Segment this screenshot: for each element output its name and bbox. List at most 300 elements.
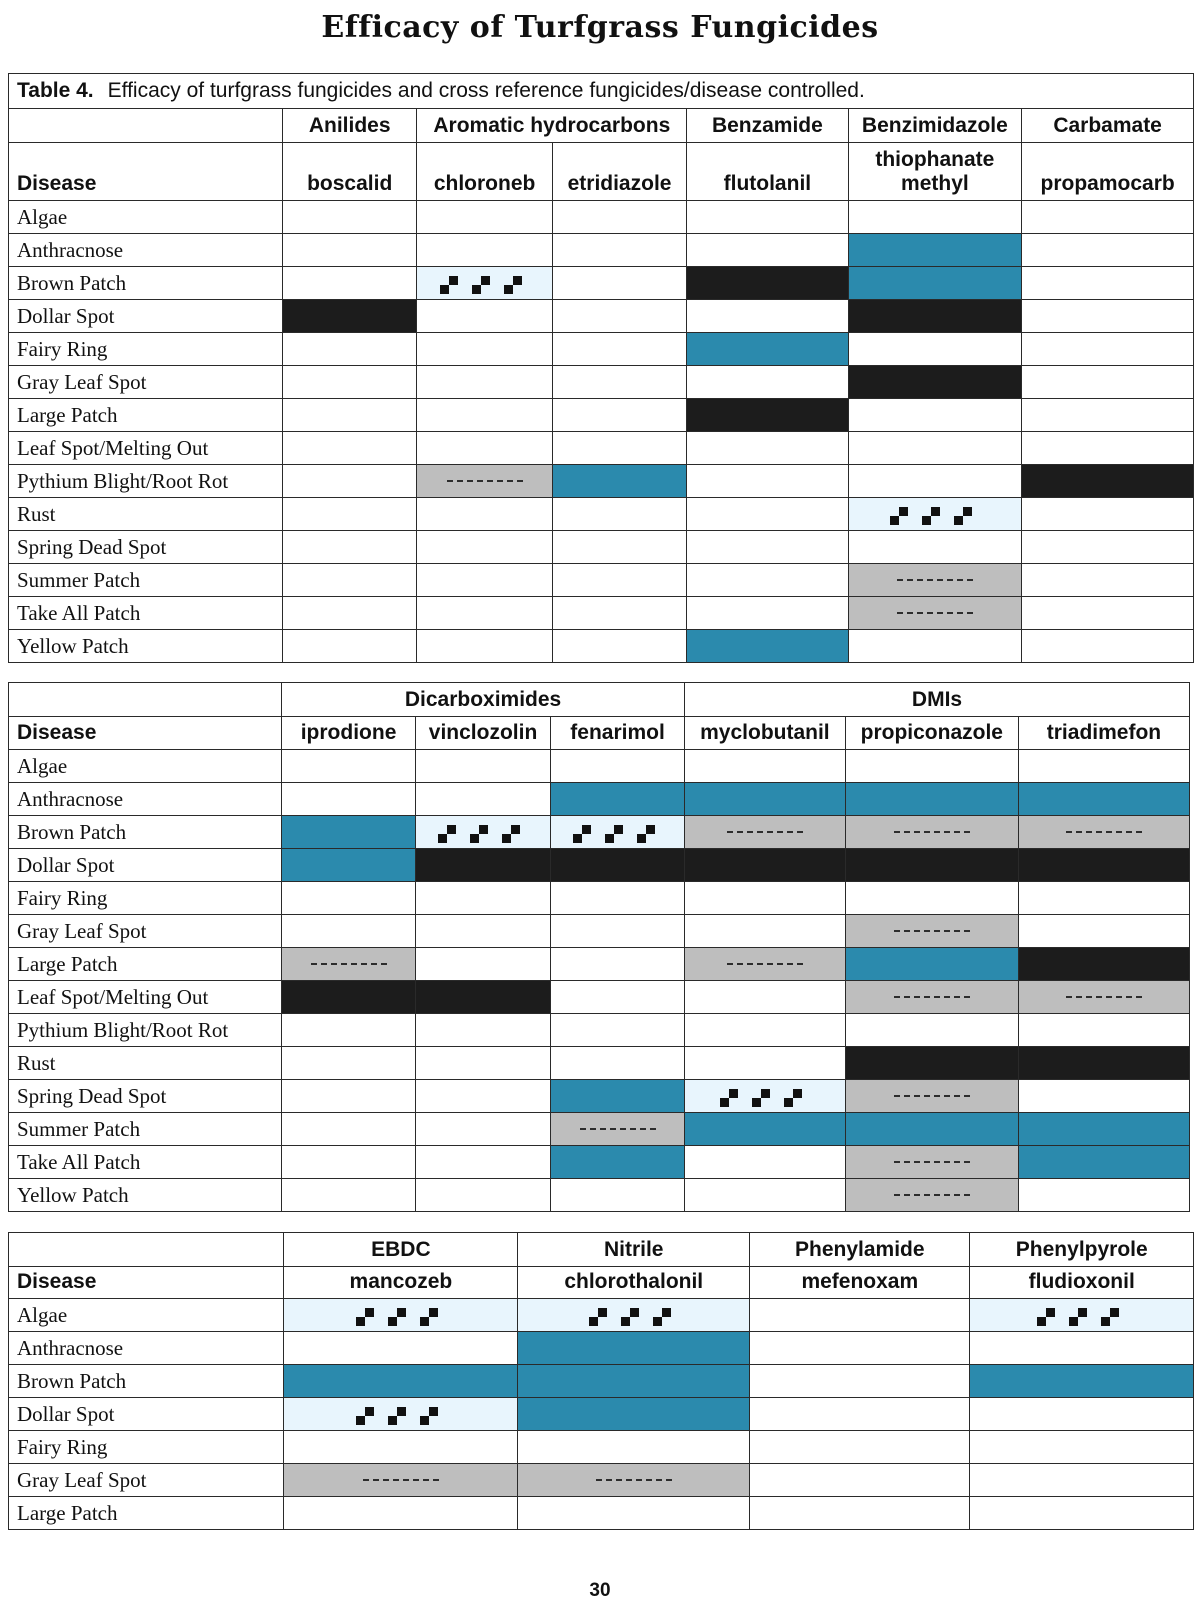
disease-name: Yellow Patch [9,1179,282,1212]
efficacy-cell [685,1014,846,1047]
dashed-line-icon [447,480,523,482]
efficacy-cell [552,564,686,597]
efficacy-cell [518,1365,750,1398]
table-caption [9,74,1194,109]
efficacy-cell [416,1146,551,1179]
efficacy-cell [970,1497,1194,1530]
efficacy-cell [845,1047,1018,1080]
dashed-line-icon [580,1128,656,1130]
efficacy-cell [1022,399,1194,432]
efficacy-cell [416,981,551,1014]
efficacy-table-3 [8,1232,1194,1530]
efficacy-cell [417,498,552,531]
efficacy-cell [282,366,416,399]
efficacy-cell [551,981,685,1014]
efficacy-cell [416,1113,551,1146]
disease-name: Large Patch [9,1497,284,1530]
efficacy-cell [282,531,416,564]
table-row [9,1299,1194,1332]
efficacy-cell [416,849,551,882]
efficacy-cell [848,201,1022,234]
fungicide-header: fludioxonil [970,1267,1194,1299]
efficacy-cell [417,234,552,267]
efficacy-cell [687,531,848,564]
efficacy-cell [848,465,1022,498]
table-row [9,531,1194,564]
table-row [9,1014,1190,1047]
table-row [9,948,1190,981]
efficacy-cell [1018,816,1189,849]
efficacy-cell [282,1047,416,1080]
disease-name: Gray Leaf Spot [9,1464,284,1497]
dashed-line-icon [1066,831,1142,833]
efficacy-cell [687,333,848,366]
disease-name: Algae [9,201,283,234]
efficacy-cell [685,849,846,882]
efficacy-cell [416,1179,551,1212]
disease-name: Spring Dead Spot [9,1080,282,1113]
fungicide-header-row [9,143,1194,201]
efficacy-cell [416,750,551,783]
fungicide-header: thiophanate methyl [848,143,1022,201]
fungicide-header: etridiazole [552,143,686,201]
table-row [9,816,1190,849]
checker-pattern-icon [356,1401,446,1423]
efficacy-cell [685,1113,846,1146]
efficacy-cell [282,981,416,1014]
fungicide-header: vinclozolin [416,717,551,750]
table-row [9,432,1194,465]
checker-pattern-icon [890,501,980,523]
efficacy-cell [416,1080,551,1113]
table-row [9,1365,1194,1398]
efficacy-cell [685,750,846,783]
chemical-class-header: Benzimidazole [848,109,1022,143]
table-row [9,366,1194,399]
fungicide-header: triadimefon [1018,717,1189,750]
efficacy-cell [685,882,846,915]
efficacy-cell [845,1080,1018,1113]
efficacy-cell [417,465,552,498]
dashed-line-icon [727,831,803,833]
efficacy-cell [551,1014,685,1047]
efficacy-cell [551,1080,685,1113]
efficacy-cell [1018,882,1189,915]
efficacy-cell [1018,1179,1189,1212]
group-header-row [9,683,1190,717]
dashed-line-icon [894,996,970,998]
efficacy-cell [284,1398,518,1431]
table-row [9,234,1194,267]
efficacy-cell [282,234,416,267]
efficacy-cell [845,849,1018,882]
efficacy-cell [552,597,686,630]
efficacy-cell [1018,849,1189,882]
chemical-class-header: Phenylpyrole [970,1233,1194,1267]
table-row [9,267,1194,300]
table-row [9,981,1190,1014]
efficacy-cell [416,816,551,849]
blank-header-cell [9,1233,284,1267]
dashed-line-icon [894,1194,970,1196]
disease-name: Brown Patch [9,267,283,300]
efficacy-cell [551,915,685,948]
disease-name: Yellow Patch [9,630,283,663]
efficacy-cell [1022,432,1194,465]
fungicide-header: mancozeb [284,1267,518,1299]
table-caption-row [9,74,1194,109]
efficacy-cell [685,783,846,816]
efficacy-cell [417,564,552,597]
table-row [9,1497,1194,1530]
efficacy-cell [416,948,551,981]
efficacy-cell [685,981,846,1014]
efficacy-cell [417,630,552,663]
efficacy-cell [552,465,686,498]
checker-pattern-icon [1037,1302,1127,1324]
efficacy-cell [687,465,848,498]
efficacy-cell [687,498,848,531]
disease-name: Anthracnose [9,1332,284,1365]
efficacy-cell [1018,1014,1189,1047]
efficacy-cell [1018,915,1189,948]
disease-name: Summer Patch [9,564,283,597]
efficacy-cell [282,882,416,915]
table-row [9,1047,1190,1080]
table-row [9,882,1190,915]
efficacy-cell [687,201,848,234]
disease-name: Leaf Spot/Melting Out [9,432,283,465]
checker-pattern-icon [440,270,530,292]
disease-name: Brown Patch [9,816,282,849]
efficacy-cell [417,201,552,234]
chemical-class-header: Carbamate [1022,109,1194,143]
efficacy-cell [518,1431,750,1464]
efficacy-cell [970,1431,1194,1464]
disease-name: Anthracnose [9,783,282,816]
dashed-line-icon [897,579,973,581]
efficacy-cell [284,1365,518,1398]
efficacy-cell [685,915,846,948]
efficacy-cell [282,267,416,300]
efficacy-cell [282,630,416,663]
efficacy-cell [551,1179,685,1212]
efficacy-cell [685,1179,846,1212]
dashed-line-icon [894,831,970,833]
efficacy-cell [687,432,848,465]
fungicide-header: propamocarb [1022,143,1194,201]
table-row [9,597,1194,630]
efficacy-cell [282,1146,416,1179]
efficacy-cell [282,1080,416,1113]
efficacy-cell [848,531,1022,564]
efficacy-cell [845,750,1018,783]
efficacy-cell [552,630,686,663]
disease-name: Fairy Ring [9,882,282,915]
dashed-line-icon [1066,996,1142,998]
efficacy-cell [416,882,551,915]
checker-pattern-icon [589,1302,679,1324]
efficacy-cell [1018,981,1189,1014]
fungicide-header: flutolanil [687,143,848,201]
efficacy-cell [518,1464,750,1497]
efficacy-cell [282,597,416,630]
efficacy-cell [552,432,686,465]
disease-name: Dollar Spot [9,300,283,333]
efficacy-cell [284,1464,518,1497]
efficacy-cell [552,366,686,399]
efficacy-cell [845,816,1018,849]
efficacy-cell [282,1113,416,1146]
efficacy-cell [417,366,552,399]
disease-column-header: Disease [9,143,283,201]
efficacy-cell [685,948,846,981]
efficacy-cell [282,915,416,948]
checker-pattern-icon [356,1302,446,1324]
efficacy-cell [845,915,1018,948]
efficacy-cell [551,882,685,915]
efficacy-cell [750,1464,970,1497]
efficacy-cell [417,597,552,630]
efficacy-cell [970,1365,1194,1398]
efficacy-cell [845,1179,1018,1212]
efficacy-cell [848,564,1022,597]
efficacy-cell [284,1299,518,1332]
efficacy-cell [552,333,686,366]
efficacy-cell [685,1047,846,1080]
efficacy-cell [845,1146,1018,1179]
table-row [9,1464,1194,1497]
efficacy-cell [416,1047,551,1080]
table-row [9,750,1190,783]
efficacy-cell [1018,948,1189,981]
efficacy-cell [417,333,552,366]
efficacy-cell [750,1497,970,1530]
disease-name: Take All Patch [9,1146,282,1179]
efficacy-cell [1018,783,1189,816]
efficacy-cell [970,1398,1194,1431]
table-row [9,1398,1194,1431]
chemical-class-header: Anilides [282,109,416,143]
efficacy-cell [848,498,1022,531]
efficacy-cell [282,849,416,882]
disease-name: Algae [9,1299,284,1332]
dashed-line-icon [727,963,803,965]
efficacy-cell [1022,531,1194,564]
efficacy-cell [1022,234,1194,267]
efficacy-cell [1022,498,1194,531]
efficacy-cell [282,1014,416,1047]
checker-pattern-icon [720,1083,810,1105]
efficacy-cell [845,1014,1018,1047]
blank-header-cell [9,683,282,717]
group-header-row [9,109,1194,143]
efficacy-cell [552,234,686,267]
efficacy-cell [685,816,846,849]
fungicide-header: fenarimol [551,717,685,750]
efficacy-cell [1022,630,1194,663]
efficacy-cell [687,300,848,333]
efficacy-cell [282,783,416,816]
efficacy-cell [687,597,848,630]
chemical-class-header: Nitrile [518,1233,750,1267]
efficacy-cell [417,531,552,564]
efficacy-cell [552,531,686,564]
disease-name: Gray Leaf Spot [9,915,282,948]
efficacy-cell [750,1365,970,1398]
efficacy-table-1 [8,73,1194,663]
chemical-class-header: DMIs [685,683,1190,717]
disease-column-header: Disease [9,717,282,750]
efficacy-cell [518,1398,750,1431]
table-row [9,498,1194,531]
table-row [9,201,1194,234]
efficacy-cell [970,1332,1194,1365]
efficacy-cell [845,783,1018,816]
efficacy-cell [552,201,686,234]
efficacy-cell [551,783,685,816]
dashed-line-icon [897,612,973,614]
disease-name: Pythium Blight/Root Rot [9,1014,282,1047]
efficacy-cell [1022,597,1194,630]
disease-name: Large Patch [9,399,283,432]
disease-name: Dollar Spot [9,1398,284,1431]
disease-name: Take All Patch [9,597,283,630]
efficacy-cell [551,1047,685,1080]
fungicide-header: iprodione [282,717,416,750]
page-title: Efficacy of Turfgrass Fungicides [321,10,879,45]
efficacy-cell [282,1179,416,1212]
table-row [9,465,1194,498]
table-row [9,333,1194,366]
efficacy-cell [687,564,848,597]
efficacy-cell [417,432,552,465]
efficacy-cell [282,498,416,531]
efficacy-cell [685,1080,846,1113]
efficacy-cell [551,849,685,882]
table-row [9,300,1194,333]
efficacy-cell [848,399,1022,432]
efficacy-cell [284,1332,518,1365]
disease-name: Rust [9,498,283,531]
disease-name: Rust [9,1047,282,1080]
efficacy-cell [970,1464,1194,1497]
efficacy-cell [845,1113,1018,1146]
efficacy-cell [750,1332,970,1365]
table-row [9,915,1190,948]
table-row [9,1113,1190,1146]
efficacy-cell [552,300,686,333]
checker-pattern-icon [573,819,663,841]
efficacy-cell [1022,300,1194,333]
fungicide-header-row [9,1267,1194,1299]
efficacy-cell [848,234,1022,267]
fungicide-header-row [9,717,1190,750]
table-row [9,1332,1194,1365]
chemical-class-header: Phenylamide [750,1233,970,1267]
efficacy-cell [1022,267,1194,300]
disease-name: Large Patch [9,948,282,981]
efficacy-cell [282,432,416,465]
efficacy-cell [687,630,848,663]
dashed-line-icon [363,1479,439,1481]
efficacy-cell [848,333,1022,366]
efficacy-cell [970,1299,1194,1332]
efficacy-cell [551,816,685,849]
efficacy-cell [1018,1113,1189,1146]
disease-name: Fairy Ring [9,1431,284,1464]
efficacy-cell [417,300,552,333]
efficacy-cell [687,399,848,432]
disease-name: Algae [9,750,282,783]
efficacy-cell [750,1398,970,1431]
efficacy-cell [848,630,1022,663]
efficacy-cell [282,300,416,333]
efficacy-cell [417,267,552,300]
table-row [9,783,1190,816]
efficacy-cell [282,399,416,432]
efficacy-cell [284,1431,518,1464]
table-row [9,1431,1194,1464]
table-row [9,1080,1190,1113]
fungicide-header: chlorothalonil [518,1267,750,1299]
dashed-line-icon [894,930,970,932]
table-row [9,849,1190,882]
table-caption-label: Table 4. [17,79,94,102]
efficacy-cell [848,432,1022,465]
disease-name: Spring Dead Spot [9,531,283,564]
efficacy-cell [845,882,1018,915]
blank-header-cell [9,109,283,143]
efficacy-cell [416,783,551,816]
fungicide-header: propiconazole [845,717,1018,750]
efficacy-cell [552,267,686,300]
efficacy-cell [282,948,416,981]
dashed-line-icon [894,1095,970,1097]
efficacy-cell [1018,1146,1189,1179]
efficacy-cell [1022,201,1194,234]
efficacy-cell [518,1299,750,1332]
disease-name: Pythium Blight/Root Rot [9,465,283,498]
efficacy-cell [551,1146,685,1179]
efficacy-cell [282,333,416,366]
page-number: 30 [589,1580,611,1601]
dashed-line-icon [596,1479,672,1481]
efficacy-cell [551,948,685,981]
efficacy-cell [551,1113,685,1146]
disease-name: Anthracnose [9,234,283,267]
fungicide-header: chloroneb [417,143,552,201]
disease-column-header: Disease [9,1267,284,1299]
efficacy-cell [416,915,551,948]
disease-name: Summer Patch [9,1113,282,1146]
dashed-line-icon [894,1161,970,1163]
disease-name: Fairy Ring [9,333,283,366]
efficacy-cell [1022,564,1194,597]
dashed-line-icon [311,963,387,965]
chemical-class-header: EBDC [284,1233,518,1267]
efficacy-cell [687,366,848,399]
efficacy-cell [282,201,416,234]
checker-pattern-icon [438,819,528,841]
efficacy-cell [417,399,552,432]
efficacy-cell [518,1332,750,1365]
efficacy-cell [1018,750,1189,783]
efficacy-cell [848,366,1022,399]
efficacy-cell [750,1299,970,1332]
table-row [9,399,1194,432]
table-row [9,630,1194,663]
